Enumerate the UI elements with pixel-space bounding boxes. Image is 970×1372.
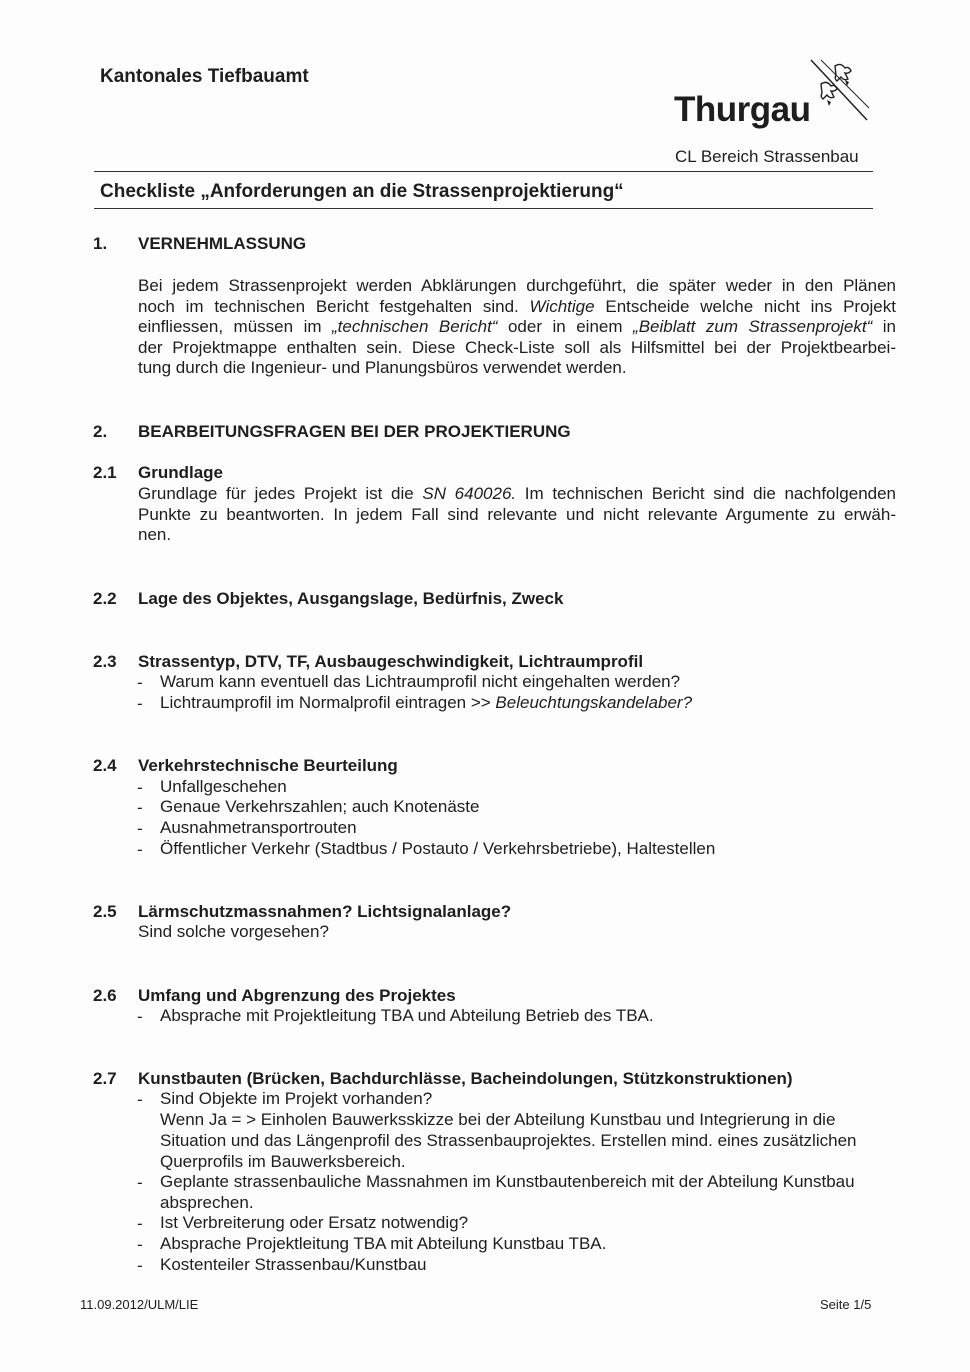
section-2-3-number: 2.3 bbox=[93, 652, 117, 671]
section-2-3-item bbox=[160, 693, 692, 714]
section-2-7-item: Sind Objekte im Projekt vorhanden? bbox=[160, 1089, 433, 1108]
page-number: Seite 1/5 bbox=[820, 1297, 872, 1312]
section-2-5-title: Lärmschutzmassnahmen? Lichtsignalanlage? bbox=[138, 902, 512, 921]
section-2-4-title: Verkehrstechnische Beurteilung bbox=[138, 756, 398, 775]
section-1-line-2 bbox=[138, 297, 896, 318]
department-name: Kantonales Tiefbauamt bbox=[100, 66, 309, 87]
section-2-7-number: 2.7 bbox=[93, 1069, 117, 1088]
section-2-7-title: Kunstbauten (Brücken, Bachdurchlässe, Bacheindolungen, Stützkonstruktionen) bbox=[138, 1069, 793, 1088]
section-2-1-line-1 bbox=[138, 484, 896, 505]
section-2-7-item: Ist Verbreiterung oder Ersatz notwendig? bbox=[160, 1213, 469, 1232]
emphasis-text: Wichtige bbox=[529, 296, 595, 316]
section-2-2-title: Lage des Objektes, Ausgangslage, Bedürfnis, Zweck bbox=[138, 589, 564, 608]
text-run: Lichtraumprofil im Normalprofil eintragen >> bbox=[160, 693, 496, 712]
bullet-dash: - bbox=[137, 1235, 143, 1254]
bullet-dash: - bbox=[137, 1173, 143, 1192]
thurgau-coat-of-arms-icon bbox=[805, 58, 871, 124]
norm-reference: SN 640026. bbox=[422, 484, 517, 503]
bullet-dash: - bbox=[137, 1214, 143, 1233]
text-run: oder in einem bbox=[497, 317, 634, 337]
section-2-5-number: 2.5 bbox=[93, 902, 117, 921]
section-1-title: VERNEHMLASSUNG bbox=[138, 234, 307, 253]
text-run: in bbox=[872, 317, 897, 337]
section-2-6-item: Absprache mit Projektleitung TBA und Abteilung Betrieb des TBA. bbox=[160, 1006, 654, 1025]
section-2-number: 2. bbox=[93, 422, 108, 441]
bullet-dash: - bbox=[137, 819, 143, 838]
text-run: einfliessen, müssen im bbox=[138, 317, 333, 337]
bullet-dash: - bbox=[137, 694, 143, 713]
section-2-1-title: Grundlage bbox=[138, 463, 224, 482]
bullet-dash: - bbox=[137, 798, 143, 817]
emphasis-text: Beleuchtungskandelaber? bbox=[495, 693, 693, 712]
bullet-dash: - bbox=[137, 1090, 143, 1109]
subunit-name: CL Bereich Strassenbau bbox=[675, 147, 859, 166]
section-2-4-number: 2.4 bbox=[93, 756, 117, 775]
document-title: Checkliste „Anforderungen an die Strassenprojektierung“ bbox=[100, 181, 624, 202]
text-run: Im technischen Bericht sind die nachfolgenden bbox=[516, 484, 897, 503]
section-2-7-item: Geplante strassenbauliche Massnahmen im Kunstbautenbereich mit der Abteilung Kunstbau bbox=[160, 1172, 855, 1191]
section-2-6-number: 2.6 bbox=[93, 986, 117, 1005]
section-2-3-item: Warum kann eventuell das Lichtraumprofil nicht eingehalten werden? bbox=[160, 672, 681, 691]
section-1-line-4: der Projektmappe enthalten sein. Diese Check-Liste soll als Hilfsmittel bei der Projektbearbei- bbox=[138, 337, 896, 357]
bullet-dash: - bbox=[137, 778, 143, 797]
section-2-7-item-continuation: absprechen. bbox=[160, 1193, 254, 1212]
section-2-7-item-continuation: Situation und das Längenprofil des Strassenbauprojektes. Erstellen mind. eines zusätzlichen bbox=[160, 1131, 857, 1150]
section-2-7-item-continuation: Wenn Ja = > Einholen Bauwerksskizze bei der Abteilung Kunstbau und Integrierung in die bbox=[160, 1110, 836, 1129]
text-run: Entscheide welche nicht ins Projekt bbox=[594, 296, 896, 316]
bullet-dash: - bbox=[137, 673, 143, 692]
section-1-number: 1. bbox=[93, 234, 108, 253]
section-2-7-item-continuation: Querprofils im Bauwerksbereich. bbox=[160, 1152, 406, 1171]
section-1-line-1: Bei jedem Strassenprojekt werden Abklärungen durchgeführt, die später weder in den Plänen bbox=[138, 276, 896, 295]
section-2-5-text: Sind solche vorgesehen? bbox=[138, 922, 329, 941]
section-2-6-title: Umfang und Abgrenzung des Projektes bbox=[138, 986, 456, 1005]
section-1-line-3 bbox=[138, 317, 896, 338]
text-run: Grundlage für jedes Projekt ist die bbox=[138, 484, 423, 503]
section-1-paragraph bbox=[138, 276, 896, 379]
bullet-dash: - bbox=[137, 1007, 143, 1026]
section-2-4-item: Öffentlicher Verkehr (Stadtbus / Postauto / Verkehrsbetriebe), Haltestellen bbox=[160, 839, 716, 858]
emphasis-text: „Beiblatt zum Strassenprojekt“ bbox=[633, 317, 873, 337]
section-2-1-line-3: nen. bbox=[138, 525, 172, 545]
section-2-1-paragraph bbox=[138, 484, 896, 546]
section-2-4-item: Genaue Verkehrszahlen; auch Knotenäste bbox=[160, 797, 480, 816]
section-2-7-item: Absprache Projektleitung TBA mit Abteilung Kunstbau TBA. bbox=[160, 1234, 607, 1253]
section-2-1-number: 2.1 bbox=[93, 463, 117, 482]
text-run: noch im technischen Bericht festgehalten sind. bbox=[138, 296, 530, 316]
emphasis-text: „technischen Bericht“ bbox=[332, 317, 498, 337]
footer-reference: 11.09.2012/ULM/LIE bbox=[80, 1297, 199, 1312]
header-divider bbox=[94, 171, 873, 172]
title-divider bbox=[94, 208, 873, 209]
section-2-title: BEARBEITUNGSFRAGEN BEI DER PROJEKTIERUNG bbox=[138, 422, 571, 441]
logo-text: Thurgau bbox=[674, 90, 811, 129]
section-2-4-item: Ausnahmetransportrouten bbox=[160, 818, 357, 837]
section-2-2-number: 2.2 bbox=[93, 589, 117, 608]
bullet-dash: - bbox=[137, 1256, 143, 1275]
bullet-dash: - bbox=[137, 840, 143, 859]
section-2-1-line-2: Punkte zu beantworten. In jedem Fall sind relevante und nicht relevante Argumente zu erwäh- bbox=[138, 504, 896, 524]
section-2-3-title: Strassentyp, DTV, TF, Ausbaugeschwindigkeit, Lichtraumprofil bbox=[138, 652, 644, 671]
section-1-line-5: tung durch die Ingenieur- und Planungsbüros verwendet werden. bbox=[138, 358, 627, 378]
section-2-4-item: Unfallgeschehen bbox=[160, 777, 287, 796]
section-2-7-item: Kostenteiler Strassenbau/Kunstbau bbox=[160, 1255, 427, 1274]
